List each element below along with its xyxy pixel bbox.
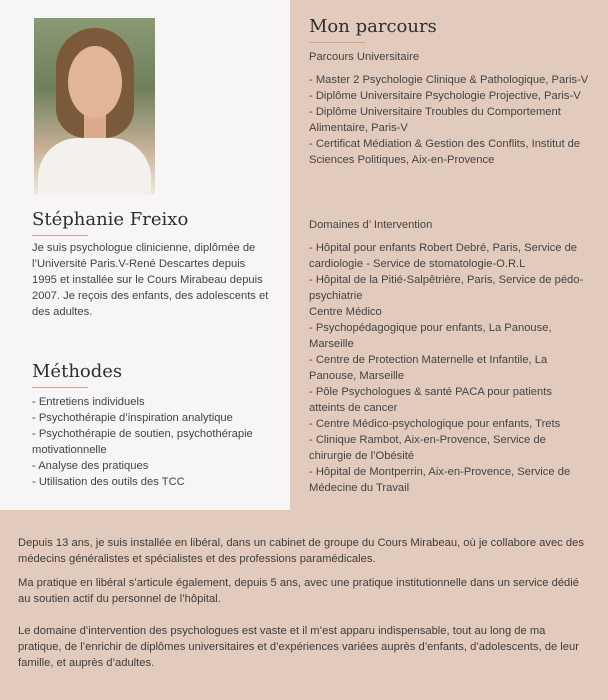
list-item: - Utilisation des outils des TCC xyxy=(32,476,185,488)
list-item: - Certificat Médiation & Gestion des Conflits, Institut de Sciences Politiques, Aix-en-Provence xyxy=(309,138,581,166)
list-item: - Centre de Protection Maternelle et Infantile, La Panouse, Marseille xyxy=(309,354,548,382)
list-item: Centre Médico xyxy=(309,306,382,318)
list-item: - Psychothérapie d’inspiration analytique xyxy=(32,412,233,424)
list-item: - Clinique Rambot, Aix-en-Provence, Service de chirurgie de l’Obésité xyxy=(309,434,546,462)
list-item: - Master 2 Psychologie Clinique & Pathologique, Paris-V xyxy=(309,74,589,86)
name-divider xyxy=(32,235,88,236)
universitaire-title: Parcours Universitaire xyxy=(309,51,420,63)
profile-photo xyxy=(34,18,155,195)
universitaire-list xyxy=(309,72,589,168)
list-item: - Psychopédagogique pour enfants, La Panouse, Marseille xyxy=(309,322,552,350)
methodes-title: Méthodes xyxy=(32,361,123,382)
footer-paragraph-2: Ma pratique en libéral s’articule également, depuis 5 ans, avec une pratique institutionnelle dans un service dédié au soutien actif du personnel de l’hôpital. xyxy=(18,577,579,605)
parcours-divider xyxy=(309,42,365,43)
profile-name: Stéphanie Freixo xyxy=(32,209,189,230)
list-item: - Centre Médico-psychologique pour enfants, Trets xyxy=(309,418,561,430)
profile-bio: Je suis psychologue clinicienne, diplômée de l’Université Paris.V-René Descartes depuis 1995 et installée sur le Cours Mirabeau depuis 2007. Je reçois des enfants, des adolescents et des adultes. xyxy=(32,242,269,318)
footer-paragraph-1: Depuis 13 ans, je suis installée en libéral, dans un cabinet de groupe du Cours Mirabeau, où je collabore avec des médecins généralistes et spécialistes et des professions paramédicales. xyxy=(18,537,584,565)
list-item: - Diplôme Universitaire Troubles du Comportement Alimentaire, Paris-V xyxy=(309,106,561,134)
list-item: - Hôpital de la Pitié-Salpêtrière, Paris, Service de pédo-psychiatrie xyxy=(309,274,584,302)
methodes-list xyxy=(32,394,282,490)
domaines-title: Domaines d’ Intervention xyxy=(309,219,433,231)
methodes-divider xyxy=(32,387,88,388)
list-item: - Hôpital pour enfants Robert Debré, Paris, Service de cardiologie - Service de stomatologie-O.R.L xyxy=(309,242,578,270)
list-item: - Diplôme Universitaire Psychologie Projective, Paris-V xyxy=(309,90,581,102)
list-item: - Pôle Psychologues & santé PACA pour patients atteints de cancer xyxy=(309,386,552,414)
list-item: - Entretiens individuels xyxy=(32,396,145,408)
parcours-title: Mon parcours xyxy=(309,16,437,37)
domaines-list xyxy=(309,240,589,496)
list-item: - Hôpital de Montperrin, Aix-en-Provence, Service de Médecine du Travail xyxy=(309,466,571,494)
footer-paragraph-3: Le domaine d’intervention des psychologues est vaste et il m’est apparu indispensable, tout au long de ma pratique, de l’enrichir de diplômes universitaires et d’expériences variées auprès d’enfants, d’adolescents, de leur famille, et auprès d’adultes. xyxy=(18,625,579,669)
list-item: - Psychothérapie de soutien, psychothérapie motivationnelle xyxy=(32,428,253,456)
list-item: - Analyse des pratiques xyxy=(32,460,149,472)
